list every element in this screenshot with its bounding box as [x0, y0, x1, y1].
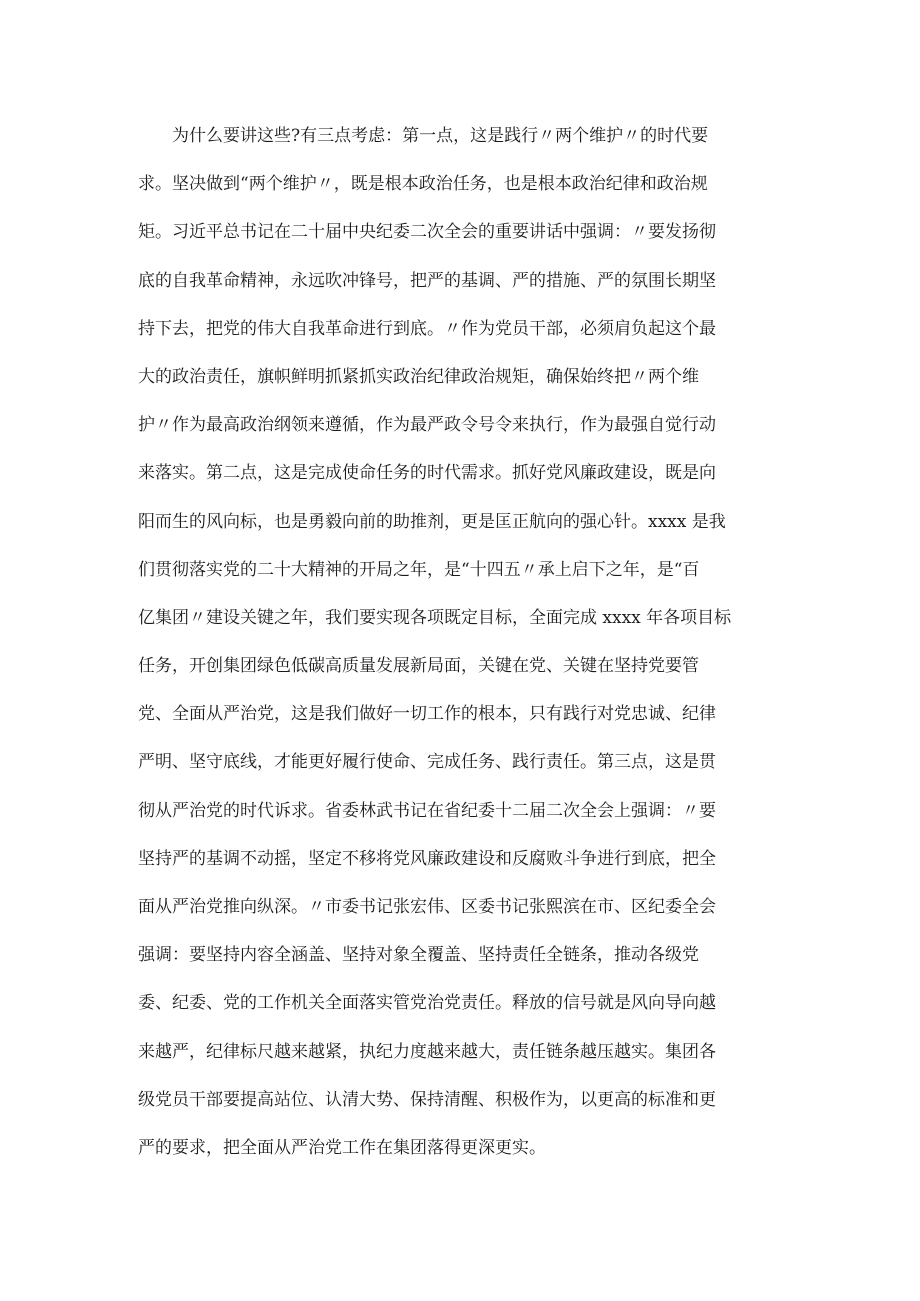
text-line: 强调：要坚持内容全涵盖、坚持对象全覆盖、坚持责任全链条，推动各级党 [138, 945, 699, 966]
paragraph [138, 116, 778, 1176]
text-line: 来落实。第二点，这是完成使命任务的时代需求。抓好党风廉政建设，既是向 [138, 463, 716, 484]
text-line: 大的政治责任，旗帜鲜明抓紧抓实政治纪律政治规矩，确保始终把〃两个维 [138, 366, 699, 387]
text-line: 彻从严治党的时代诉求。省委林武书记在省纪委十二届二次全会上强调：〃要 [138, 800, 716, 821]
text-line: 严明、坚守底线，才能更好履行使命、完成任务、践行责任。第三点，这是贯 [138, 752, 716, 773]
text-line: 来越严，纪律标尺越来越紧，执纪力度越来越大，责任链条越压越实。集团各 [138, 1041, 716, 1062]
text-line: 任务，开创集团绿色低碳高质量发展新局面，关键在党、关键在坚持党要管 [138, 656, 699, 677]
text-line: 护〃作为最高政治纲领来遵循，作为最严政令号令来执行，作为最强自觉行动 [138, 415, 716, 436]
text-line: 持下去，把党的伟大自我革命进行到底。〃作为党员干部，必须肩负起这个最 [138, 318, 716, 339]
text-line: 委、纪委、党的工作机关全面落实管党治党责任。释放的信号就是风向导向越 [138, 993, 716, 1014]
text-line: 阳而生的风向标，也是勇毅向前的助推剂，更是匡正航向的强心针。xxxx 是我 [138, 511, 726, 532]
text-line: 底的自我革命精神，永远吹冲锋号，把严的基调、严的措施、严的氛围长期坚 [138, 270, 716, 291]
text-line: 矩。习近平总书记在二十届中央纪委二次全会的重要讲话中强调：〃要发扬彻 [138, 222, 716, 243]
text-line: 求。坚决做到“两个维护〃，既是根本政治任务，也是根本政治纪律和政治规 [138, 174, 708, 195]
text-line: 为什么要讲这些?有三点考虑：第一点，这是践行〃两个维护〃的时代要 [138, 126, 709, 146]
text-line: 坚持严的基调不动摇，坚定不移将党风廉政建设和反腐败斗争进行到底，把全 [138, 848, 716, 869]
text-line: 面从严治党推向纵深。〃市委书记张宏伟、区委书记张熙滨在市、区纪委全会 [138, 897, 716, 917]
text-line: 严的要求，把全面从严治党工作在集团落得更深更实。 [138, 1137, 546, 1158]
text-line: 级党员干部要提高站位、认清大势、保持清醒、积极作为，以更高的标准和更 [138, 1089, 716, 1110]
text-line: 党、全面从严治党，这是我们做好一切工作的根本，只有践行对党忠诚、纪律 [138, 704, 716, 725]
text-line: 亿集团〃建设关键之年，我们要实现各项既定目标，全面完成 xxxx 年各项目标 [138, 607, 732, 628]
text-line: 们贯彻落实党的二十大精神的开局之年，是“十四五〃承上启下之年，是“百 [138, 559, 700, 580]
